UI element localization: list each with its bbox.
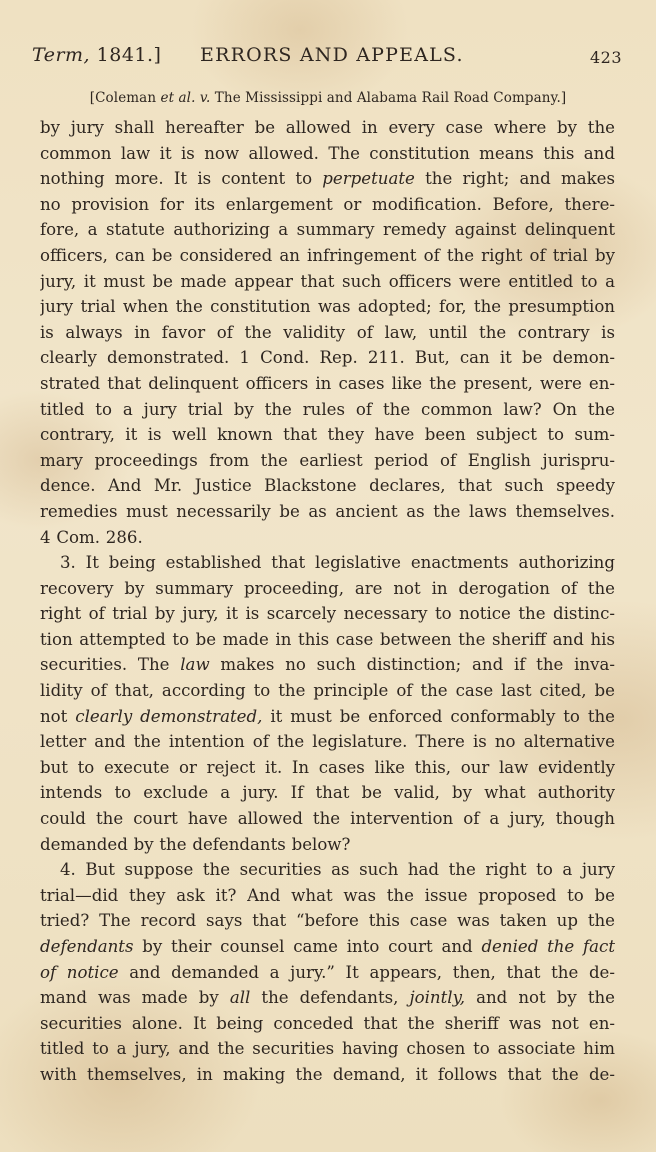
caption-open: [Coleman [89, 90, 161, 106]
page-number: 423 [589, 48, 622, 67]
text-line [40, 294, 615, 320]
text-segment: 4. But suppose the securities as such had the right to a jury [60, 860, 615, 880]
text-segment: mary proceedings from the earliest period of English jurispru- [40, 450, 615, 470]
text-line [40, 857, 615, 883]
text-segment: 3. It being established that legislative enactments authorizing [60, 553, 615, 573]
term-word: Term, [32, 44, 91, 66]
text-segment: right of trial by jury, it is scarcely necessary to notice the distinc- [40, 604, 615, 624]
italic-text: law [180, 655, 210, 675]
text-segment: securities. The [40, 655, 181, 675]
text-line [40, 806, 615, 832]
text-segment: by jury shall hereafter be allowed in every case where by the [40, 118, 615, 137]
text-line [40, 525, 615, 551]
section-title: ERRORS AND APPEALS. [200, 44, 464, 66]
text-line [40, 141, 615, 167]
text-line [40, 499, 615, 525]
text-segment: intends to exclude a jury. If that be valid, by what authority [40, 783, 615, 803]
text-segment: could the court have allowed the intervention of a jury, though [40, 809, 615, 829]
italic-text: all [229, 988, 251, 1008]
caption-rest: The Mississippi and Alabama Rail Road Company.] [210, 90, 567, 106]
italic-text: denied the fact [481, 937, 615, 956]
text-segment: the defendants, [250, 988, 410, 1008]
text-line [40, 934, 615, 960]
text-line [40, 576, 615, 602]
body-text [40, 115, 615, 1088]
text-segment: 4 Com. 286. [40, 527, 143, 547]
text-line [40, 345, 615, 371]
text-segment: makes no such distinction; and if the inva- [209, 655, 615, 675]
italic-text: perpetuate [322, 169, 415, 189]
running-head [32, 44, 622, 74]
text-segment: remedies must necessarily be as ancient as the laws themselves. [40, 501, 615, 521]
text-line [40, 320, 615, 346]
text-segment: titled to a jury trial by the rules of the common law? On the [40, 399, 615, 419]
running-head-term [32, 44, 161, 66]
italic-text: clearly demonstrated, [75, 706, 263, 726]
text-segment: common law it is now allowed. The constitution means this and [40, 143, 615, 163]
caption-et-al: et al. v. [160, 90, 211, 106]
text-line [40, 1011, 615, 1037]
italic-text: jointly, [409, 988, 466, 1008]
text-segment: tion attempted to be made in this case between the sheriff and his [40, 629, 615, 649]
text-line [40, 985, 615, 1011]
text-line [40, 473, 615, 499]
text-line [40, 550, 615, 576]
text-line [40, 601, 615, 627]
text-segment: but to execute or reject it. In cases like this, our law evidently [40, 757, 615, 777]
text-segment: mand was made by [40, 988, 230, 1008]
text-segment: jury, it must be made appear that such officers were entitled to a [40, 271, 615, 291]
text-line [40, 397, 615, 423]
text-segment: and demanded a jury.” It appears, then, that the de- [118, 962, 615, 982]
text-line [40, 243, 615, 269]
text-segment: by their counsel came into court and [133, 937, 482, 956]
text-line [40, 883, 615, 909]
text-segment: it must be enforced conformably to the [262, 706, 615, 726]
text-line [40, 627, 615, 653]
text-segment: titled to a jury, and the securities having chosen to associate him [40, 1039, 615, 1059]
text-segment: tried? The record says that “before this case was taken up the [40, 911, 615, 931]
text-line [40, 960, 615, 986]
text-line [40, 780, 615, 806]
text-segment: demanded by the defendants below? [40, 834, 351, 854]
text-line [40, 192, 615, 218]
text-line [40, 678, 615, 704]
text-line [40, 115, 615, 141]
text-line [40, 269, 615, 295]
text-segment: letter and the intention of the legislature. There is no alternative [40, 732, 615, 752]
case-caption [0, 90, 656, 106]
text-segment: lidity of that, according to the principle of the case last cited, be [40, 681, 615, 701]
text-line [40, 166, 615, 192]
text-line [40, 908, 615, 934]
text-line [40, 832, 615, 858]
text-line [40, 704, 615, 730]
text-segment: with themselves, in making the demand, it follows that the de- [40, 1064, 615, 1084]
text-line [40, 1036, 615, 1062]
text-segment: securities alone. It being conceded that the sheriff was not en- [40, 1013, 615, 1033]
text-line [40, 217, 615, 243]
text-segment: strated that delinquent officers in cases like the present, were en- [40, 373, 615, 393]
text-segment: jury trial when the constitution was adopted; for, the presumption [40, 297, 615, 317]
text-line [40, 448, 615, 474]
text-segment: nothing more. It is content to [40, 169, 323, 189]
text-segment: fore, a statute authorizing a summary remedy against delinquent [40, 220, 615, 240]
text-segment: contrary, it is well known that they have been subject to sum- [40, 425, 615, 445]
text-line [40, 1062, 615, 1088]
text-segment: clearly demonstrated. 1 Cond. Rep. 211. But, can it be demon- [40, 348, 615, 368]
text-line [40, 422, 615, 448]
italic-text: of notice [40, 962, 119, 982]
text-line [40, 755, 615, 781]
text-segment: dence. And Mr. Justice Blackstone declares, that such speedy [40, 476, 615, 496]
italic-text: defendants [40, 937, 134, 956]
text-segment: recovery by summary proceeding, are not in derogation of the [40, 578, 615, 598]
text-segment: officers, can be considered an infringement of the right of trial by [40, 245, 615, 265]
text-segment: not [40, 706, 76, 726]
text-segment: trial—did they ask it? And what was the issue proposed to be [40, 885, 615, 905]
text-segment: and not by the [465, 988, 615, 1008]
text-line [40, 729, 615, 755]
text-segment: no provision for its enlargement or modification. Before, there- [40, 194, 615, 214]
text-line [40, 652, 615, 678]
text-segment: the right; and makes [414, 169, 615, 189]
term-year: 1841.] [96, 44, 162, 66]
text-line [40, 371, 615, 397]
text-segment: is always in favor of the validity of law, until the contrary is [40, 322, 615, 342]
